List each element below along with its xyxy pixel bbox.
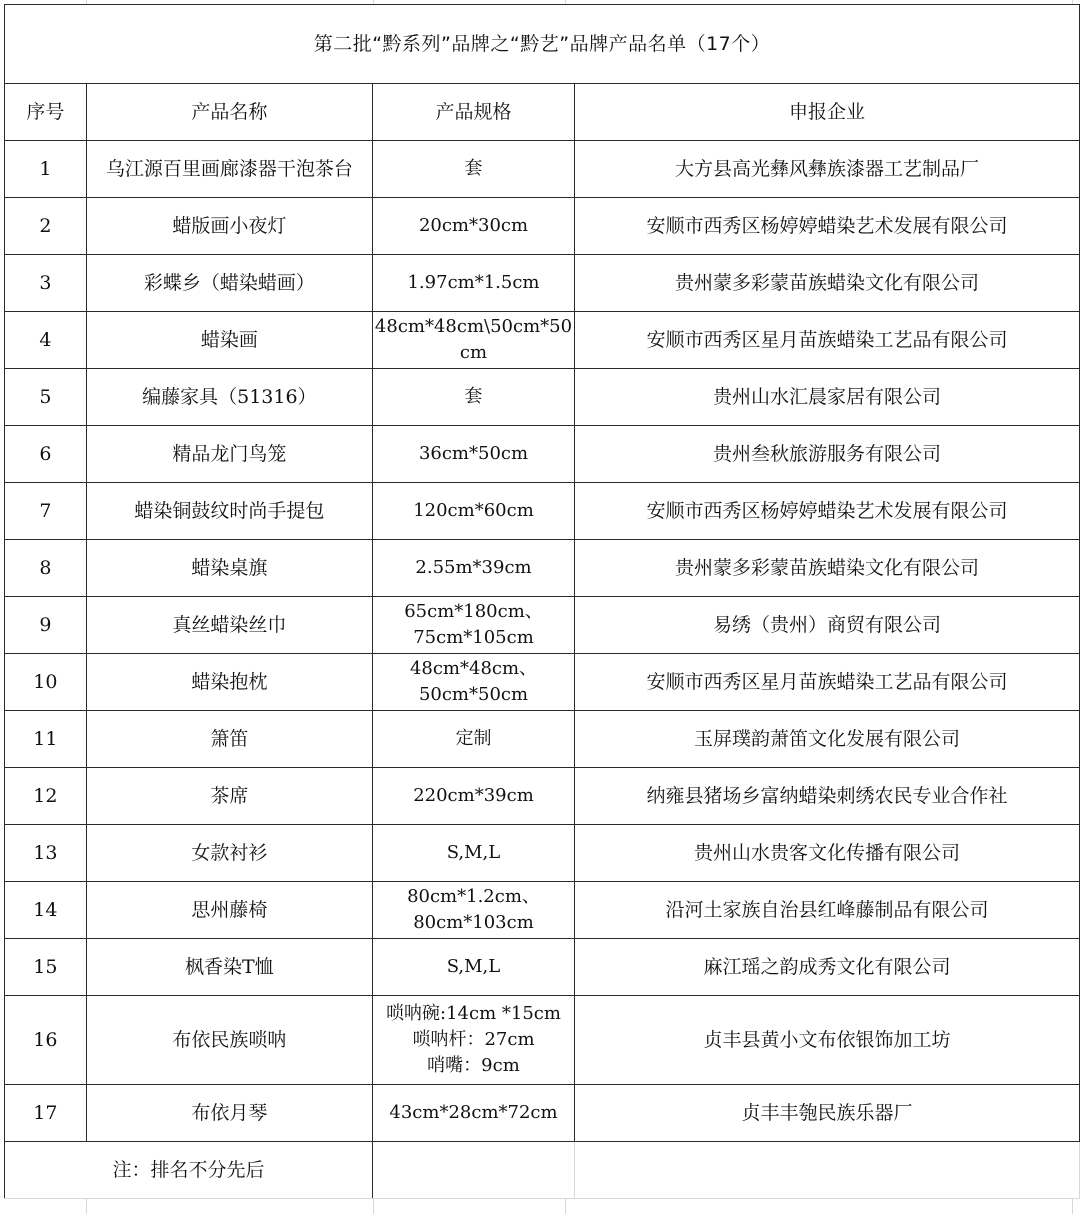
product-name-cell-text: 彩蝶乡（蜡染蜡画） xyxy=(143,272,315,294)
product-name-cell[interactable] xyxy=(86,369,372,426)
product-spec-cell[interactable] xyxy=(372,1085,574,1142)
product-name-cell-text: 蜡染抱枕 xyxy=(191,671,268,693)
product-name-cell[interactable] xyxy=(86,1085,372,1142)
product-name-cell[interactable] xyxy=(86,654,372,711)
product-spec-cell-text: 套 xyxy=(464,158,483,179)
row-index-cell-text: 5 xyxy=(39,386,52,408)
product-spec-cell[interactable] xyxy=(372,996,574,1085)
company-cell[interactable] xyxy=(575,312,1080,369)
table-row xyxy=(5,654,1080,711)
company-cell[interactable] xyxy=(575,768,1080,825)
product-spec-cell-text: 220cm*39cm xyxy=(413,785,534,806)
company-cell-text: 玉屏璞韵萧笛文化发展有限公司 xyxy=(694,728,961,750)
title-row xyxy=(5,5,1080,84)
table-row xyxy=(5,711,1080,768)
product-name-cell-text: 箫笛 xyxy=(210,728,249,750)
product-spec-cell[interactable] xyxy=(372,312,574,369)
company-cell-text: 贵州蒙多彩蒙苗族蜡染文化有限公司 xyxy=(675,272,980,294)
product-spec-cell-text: 套 xyxy=(464,386,483,407)
row-index-cell-text: 16 xyxy=(33,1029,58,1051)
product-name-cell-text: 精品龙门鸟笼 xyxy=(172,443,287,465)
row-index-cell-text: 17 xyxy=(33,1102,58,1124)
row-index-cell[interactable] xyxy=(5,426,87,483)
table-row xyxy=(5,540,1080,597)
product-name-cell-text: 布依民族唢呐 xyxy=(172,1029,287,1051)
product-spec-cell-text: 定制 xyxy=(455,728,492,749)
row-index-cell-text: 9 xyxy=(39,614,52,636)
company-cell[interactable] xyxy=(575,141,1080,198)
product-name-cell[interactable] xyxy=(86,540,372,597)
product-spec-cell[interactable] xyxy=(372,426,574,483)
product-name-cell-text: 思州藤椅 xyxy=(191,899,268,921)
row-index-cell-text: 3 xyxy=(39,272,52,294)
row-index-cell-text: 11 xyxy=(33,728,58,750)
product-spec-cell-text: S,M,L xyxy=(446,956,501,977)
table-row xyxy=(5,996,1080,1085)
row-index-cell[interactable] xyxy=(5,369,87,426)
product-name-cell-text: 蜡染铜鼓纹时尚手提包 xyxy=(134,500,325,522)
product-spec-cell[interactable] xyxy=(372,483,574,540)
table-row xyxy=(5,141,1080,198)
empty-cell[interactable] xyxy=(575,1142,1080,1199)
company-cell-text: 大方县高光彝风彝族漆器工艺制品厂 xyxy=(675,158,980,180)
table-row xyxy=(5,369,1080,426)
company-cell-text: 贵州山水汇晨家居有限公司 xyxy=(713,386,942,408)
product-name-cell-text: 枫香染T恤 xyxy=(184,956,274,978)
product-name-cell[interactable] xyxy=(86,141,372,198)
product-name-cell-text: 蜡版画小夜灯 xyxy=(172,215,287,237)
product-spec-cell[interactable] xyxy=(372,654,574,711)
product-spec-cell-text: 20cm*30cm xyxy=(418,215,529,236)
company-cell-text: 贵州叁秋旅游服务有限公司 xyxy=(713,443,942,465)
product-spec-cell[interactable] xyxy=(372,711,574,768)
product-spec-cell-text: 48cm*48cm\50cm*50 cm xyxy=(374,316,573,363)
product-name-cell[interactable] xyxy=(86,255,372,312)
product-name-cell[interactable] xyxy=(86,483,372,540)
row-index-cell[interactable] xyxy=(5,597,87,654)
product-spec-cell[interactable] xyxy=(372,939,574,996)
company-cell-text: 贞丰丰匏民族乐器厂 xyxy=(741,1102,913,1124)
row-index-cell[interactable] xyxy=(5,1085,87,1142)
row-index-cell-text: 13 xyxy=(33,842,58,864)
company-cell[interactable] xyxy=(575,198,1080,255)
product-name-cell-text: 乌江源百里画廊漆器干泡茶台 xyxy=(105,158,353,180)
row-index-cell[interactable] xyxy=(5,141,87,198)
note-row xyxy=(5,1142,1080,1199)
product-name-cell[interactable] xyxy=(86,825,372,882)
row-index-cell-text: 7 xyxy=(39,500,52,522)
product-name-cell-text: 编藤家具（51316） xyxy=(142,386,317,408)
row-index-cell[interactable] xyxy=(5,540,87,597)
company-cell[interactable] xyxy=(575,597,1080,654)
product-spec-cell[interactable] xyxy=(372,825,574,882)
row-index-cell[interactable] xyxy=(5,882,87,939)
product-spec-cell-text: S,M,L xyxy=(446,842,501,863)
gridlines-bottom xyxy=(0,1198,1080,1214)
company-cell-text: 纳雍县猪场乡富纳蜡染刺绣农民专业合作社 xyxy=(646,785,1008,807)
company-cell[interactable] xyxy=(575,1085,1080,1142)
product-name-cell[interactable] xyxy=(86,768,372,825)
row-index-cell-text: 4 xyxy=(39,329,52,351)
table-row xyxy=(5,312,1080,369)
row-index-cell[interactable] xyxy=(5,768,87,825)
table-row xyxy=(5,882,1080,939)
company-cell[interactable] xyxy=(575,711,1080,768)
product-spec-cell-text: 120cm*60cm xyxy=(413,500,534,521)
row-index-cell-text: 2 xyxy=(39,215,52,237)
row-index-cell[interactable] xyxy=(5,711,87,768)
company-cell-text: 贵州山水贵客文化传播有限公司 xyxy=(694,842,961,864)
company-cell-text: 贵州蒙多彩蒙苗族蜡染文化有限公司 xyxy=(675,557,980,579)
table-row xyxy=(5,939,1080,996)
company-cell-text: 贞丰县黄小文布依银饰加工坊 xyxy=(703,1029,951,1051)
header-index[interactable]: 序号 xyxy=(5,84,87,141)
product-list-table xyxy=(4,4,1080,1199)
company-cell[interactable] xyxy=(575,255,1080,312)
empty-cell[interactable] xyxy=(372,1142,574,1199)
table-title[interactable]: 第二批“黔系列”品牌之“黔艺”品牌产品名单（17个） xyxy=(5,5,1080,84)
product-spec-cell[interactable] xyxy=(372,768,574,825)
product-name-cell[interactable] xyxy=(86,198,372,255)
header-product-spec[interactable]: 产品规格 xyxy=(372,84,574,141)
company-cell-text: 安顺市西秀区星月苗族蜡染工艺品有限公司 xyxy=(646,329,1008,351)
product-spec-cell[interactable] xyxy=(372,369,574,426)
product-name-cell-text: 蜡染桌旗 xyxy=(191,557,268,579)
product-spec-cell[interactable] xyxy=(372,597,574,654)
table-row xyxy=(5,255,1080,312)
product-name-cell[interactable] xyxy=(86,939,372,996)
product-spec-cell[interactable] xyxy=(372,255,574,312)
row-index-cell-text: 14 xyxy=(33,899,58,921)
row-index-cell[interactable] xyxy=(5,939,87,996)
row-index-cell-text: 12 xyxy=(33,785,58,807)
product-name-cell[interactable] xyxy=(86,597,372,654)
company-cell[interactable] xyxy=(575,540,1080,597)
product-spec-cell[interactable] xyxy=(372,198,574,255)
table-row xyxy=(5,825,1080,882)
row-index-cell[interactable] xyxy=(5,255,87,312)
row-index-cell[interactable] xyxy=(5,654,87,711)
row-index-cell-text: 6 xyxy=(39,443,52,465)
table-row xyxy=(5,1085,1080,1142)
company-cell[interactable] xyxy=(575,483,1080,540)
product-name-cell-text: 茶席 xyxy=(210,785,249,807)
company-cell-text: 安顺市西秀区星月苗族蜡染工艺品有限公司 xyxy=(646,671,1008,693)
row-index-cell-text: 10 xyxy=(33,671,58,693)
product-spec-cell-text: 36cm*50cm xyxy=(418,443,529,464)
row-index-cell[interactable] xyxy=(5,312,87,369)
row-index-cell-text: 15 xyxy=(33,956,58,978)
company-cell-text: 麻江瑶之韵成秀文化有限公司 xyxy=(703,956,951,978)
company-cell-text: 沿河土家族自治县红峰藤制品有限公司 xyxy=(665,899,989,921)
product-spec-cell-text: 1.97cm*1.5cm xyxy=(407,272,540,293)
row-index-cell-text: 8 xyxy=(39,557,52,579)
row-index-cell[interactable] xyxy=(5,996,87,1085)
table-body xyxy=(5,141,1080,1142)
header-product-name[interactable]: 产品名称 xyxy=(86,84,372,141)
product-spec-cell[interactable] xyxy=(372,141,574,198)
product-name-cell[interactable] xyxy=(86,711,372,768)
product-spec-cell-text: 80cm*1.2cm、 80cm*103cm xyxy=(407,886,540,933)
product-name-cell-text: 真丝蜡染丝巾 xyxy=(172,614,287,636)
company-cell[interactable] xyxy=(575,939,1080,996)
note-cell[interactable]: 注：排名不分先后 xyxy=(5,1142,373,1199)
row-index-cell[interactable] xyxy=(5,825,87,882)
company-cell-text: 易绣（贵州）商贸有限公司 xyxy=(713,614,942,636)
product-spec-cell-text: 2.55m*39cm xyxy=(415,557,532,578)
product-spec-cell[interactable] xyxy=(372,540,574,597)
table-row xyxy=(5,198,1080,255)
table-row xyxy=(5,768,1080,825)
table-row xyxy=(5,426,1080,483)
product-name-cell[interactable] xyxy=(86,312,372,369)
product-name-cell-text: 布依月琴 xyxy=(191,1102,268,1124)
company-cell[interactable] xyxy=(575,825,1080,882)
company-cell-text: 安顺市西秀区杨婷婷蜡染艺术发展有限公司 xyxy=(646,500,1008,522)
product-name-cell[interactable] xyxy=(86,882,372,939)
product-spec-cell-text: 48cm*48cm、 50cm*50cm xyxy=(409,658,538,705)
row-index-cell[interactable] xyxy=(5,198,87,255)
product-spec-cell-text: 唢呐碗:14cm *15cm 唢呐杆：27cm 哨嘴：9cm xyxy=(386,1003,561,1076)
product-name-cell-text: 女款衬衫 xyxy=(191,842,268,864)
product-spec-cell-text: 65cm*180cm、 75cm*105cm xyxy=(404,601,543,648)
product-name-cell[interactable] xyxy=(86,996,372,1085)
company-cell[interactable] xyxy=(575,369,1080,426)
company-cell[interactable] xyxy=(575,426,1080,483)
header-company[interactable]: 申报企业 xyxy=(575,84,1080,141)
table-row xyxy=(5,597,1080,654)
company-cell[interactable] xyxy=(575,654,1080,711)
company-cell[interactable] xyxy=(575,996,1080,1085)
header-row xyxy=(5,84,1080,141)
company-cell-text: 安顺市西秀区杨婷婷蜡染艺术发展有限公司 xyxy=(646,215,1008,237)
product-name-cell[interactable] xyxy=(86,426,372,483)
product-spec-cell-text: 43cm*28cm*72cm xyxy=(389,1102,558,1123)
product-spec-cell[interactable] xyxy=(372,882,574,939)
product-name-cell-text: 蜡染画 xyxy=(200,329,258,351)
row-index-cell[interactable] xyxy=(5,483,87,540)
row-index-cell-text: 1 xyxy=(39,158,52,180)
company-cell[interactable] xyxy=(575,882,1080,939)
table-row xyxy=(5,483,1080,540)
